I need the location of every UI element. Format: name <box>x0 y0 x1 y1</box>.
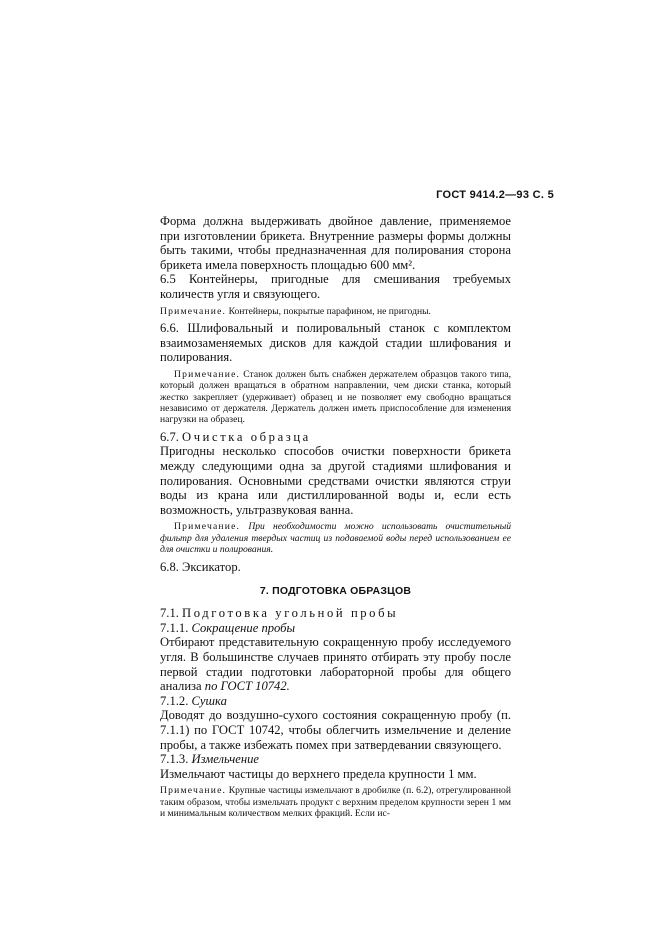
heading-number: 6.7. <box>160 429 179 444</box>
heading-7-1-1 <box>160 621 511 636</box>
note-machine <box>160 369 511 426</box>
note-text: При необходимости можно использовать очистительный фильтр для удаления твердых частиц из подаваемой воды перед использованием ее для очистки и полирования. <box>160 521 511 556</box>
paragraph-grinding: Измельчают частицы до верхнего предела крупности 1 мм. <box>160 766 477 781</box>
note-containers <box>160 306 511 317</box>
note-filter <box>160 521 511 555</box>
note-text: Крупные частицы измельчают в дробилке (п. 6.2), отрегулированной таким образом, чтобы измельчать продукт с верхним пределом крупности зерен 1 мм и минимальным количеством мелких фракций. Если ис- <box>160 785 511 820</box>
heading-number: 7.1.1. <box>160 620 189 635</box>
heading-title: Подготовка угольной пробы <box>182 606 399 621</box>
standard-reference: по ГОСТ 10742. <box>204 679 290 694</box>
paragraph-6-8: 6.8. Эксикатор. <box>160 559 241 574</box>
note-label: Примечание. <box>160 305 227 317</box>
page-content <box>160 214 511 824</box>
heading-title: Сокращение пробы <box>191 620 296 635</box>
section-7-heading: 7. ПОДГОТОВКА ОБРАЗЦОВ <box>259 585 412 598</box>
paragraph-6-6: 6.6. Шлифовальный и полировальный станок с комплектом взаимозаменяемых дисков для каждой стадии шлифования и полирования. <box>160 320 511 365</box>
note-label: Примечание. <box>174 521 241 533</box>
paragraph-form-requirements: Форма должна выдерживать двойное давление, применяемое при изготовлении брикета. Внутренние размеры формы должны быть такими, чтобы предназначенная для полирования сторона брикета имела поверхность площадью 600 мм². <box>160 214 511 272</box>
heading-7-1-3 <box>160 752 511 767</box>
note-label: Примечание. <box>160 785 227 797</box>
paragraph-6-5: 6.5 Контейнеры, пригодные для смешивания требуемых количеств угля и связующего. <box>160 272 511 301</box>
heading-7-1-2 <box>160 694 511 709</box>
heading-number: 7.1. <box>160 606 179 621</box>
heading-title: Очистка образца <box>182 429 311 444</box>
note-label: Примечание. <box>174 368 241 380</box>
heading-title: Сушка <box>191 693 227 708</box>
page-header: ГОСТ 9414.2—93 С. 5 <box>436 189 554 201</box>
note-text: Станок должен быть снабжен держателем образцов такого типа, который должен вращаться в обратном направлении, чем диски станка, который жестко закрепляет (удерживает) образец и не позволяет ему свободно вращаться независимо от держателя. Держатель должен иметь приспособление для изменения нагрузки на образец. <box>160 368 512 426</box>
note-text: Контейнеры, покрытые парафином, не пригодны. <box>228 305 431 317</box>
heading-number: 7.1.2. <box>160 693 189 708</box>
heading-6-7 <box>160 430 511 445</box>
paragraph-drying: Доводят до воздушно-сухого состояния сокращенную пробу (п. 7.1.1) по ГОСТ 10742, чтобы облегчить измельчение и деление пробы, а также избежать помех при затвердевании связующего. <box>160 708 511 752</box>
note-crusher <box>160 785 511 819</box>
paragraph-sampling <box>160 635 511 693</box>
paragraph-text: Отбирают представительную сокращенную пробу исследуемого угля. В большинстве случаев принято отбирать эту пробу после первой стадии подготовки лабораторной пробы для общего анализа <box>160 635 511 694</box>
paragraph-cleaning: Пригодны несколько способов очистки поверхности брикета между следующими одна за другой стадиями шлифования и полирования. Основными средствами очистки являются струи воды из крана или дистиллированной воды и, если есть возможность, ультразвуковая ванна. <box>160 444 511 517</box>
heading-title: Измельчение <box>191 752 259 767</box>
heading-7-1 <box>160 606 511 621</box>
heading-number: 7.1.3. <box>160 752 189 767</box>
